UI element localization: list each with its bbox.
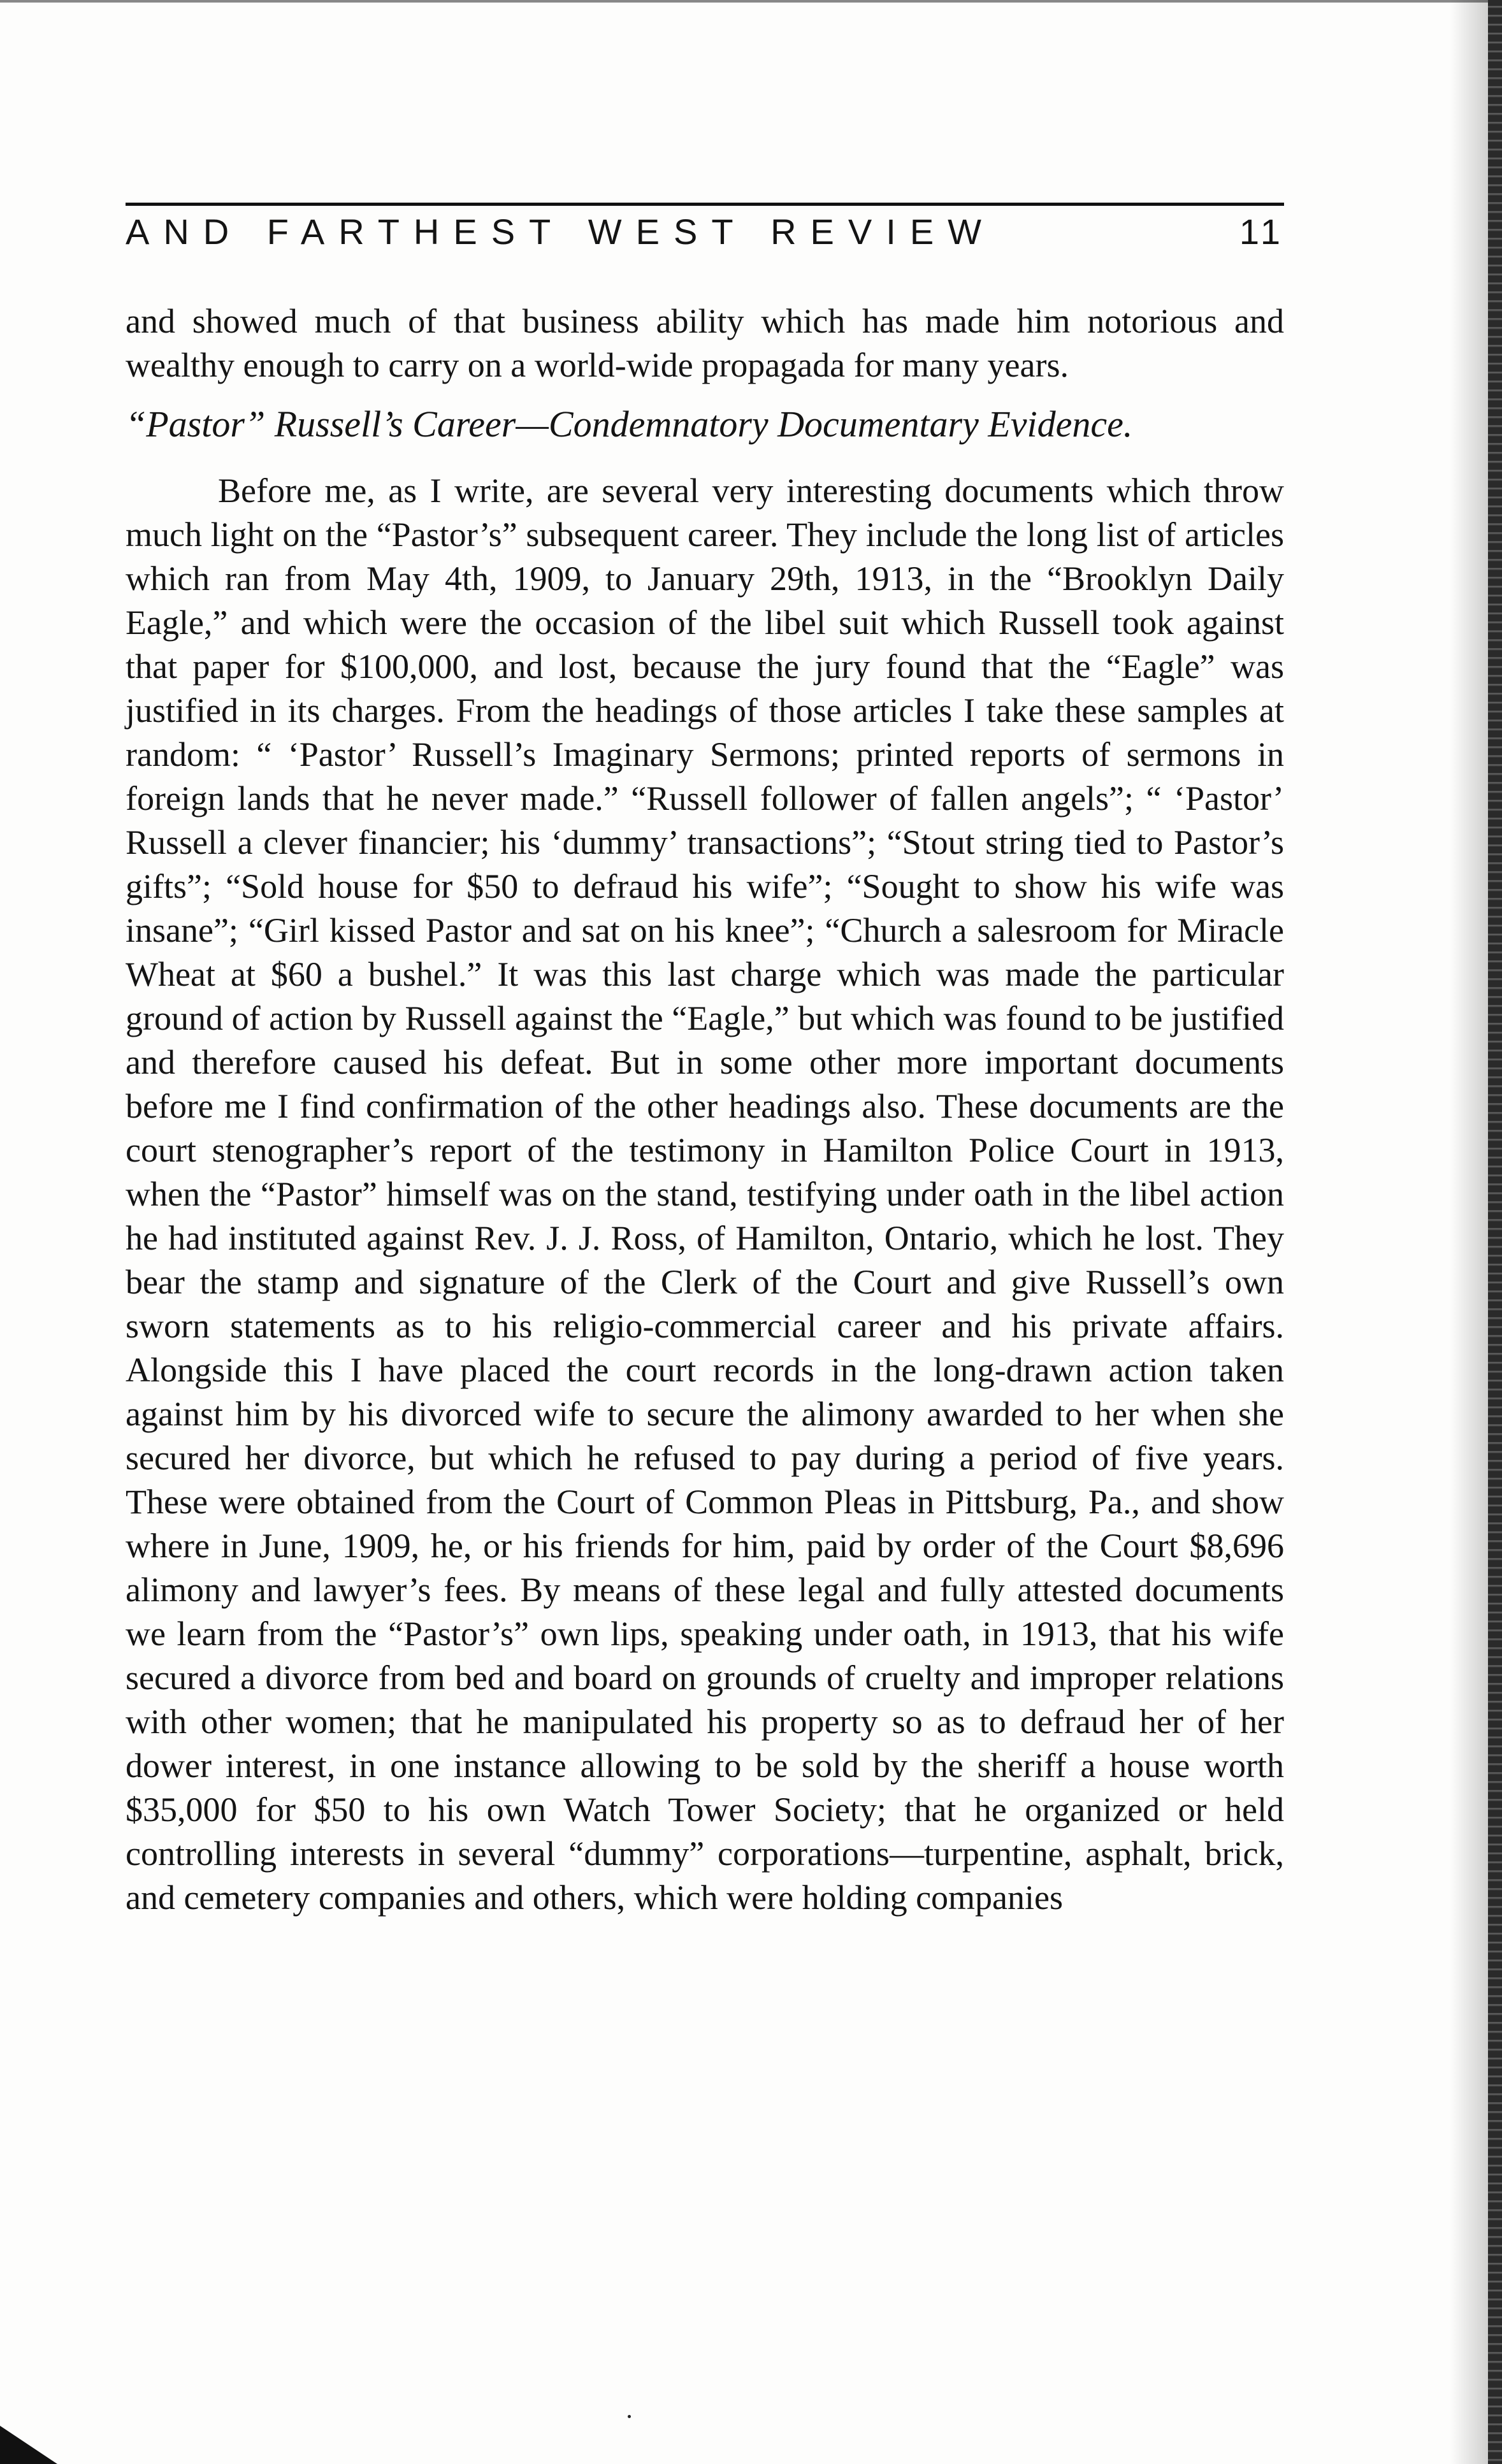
scan-top-edge (0, 0, 1502, 3)
page-right-edge (1488, 0, 1502, 2464)
continued-paragraph: and showed much of that business ability which has made him notorious and wealthy enough to carry on a world-wide propagada for many years. (126, 302, 1284, 384)
scan-corner-mark (0, 2426, 57, 2464)
page-gutter-shadow (1450, 0, 1488, 2464)
article-body (126, 299, 1284, 1920)
page-number: 11 (1239, 212, 1284, 252)
scan-speck (628, 2415, 631, 2418)
section-subheading: “Pastor” Russell’s Career—Condemnatory Documentary Evidence. (126, 403, 1133, 445)
running-header-row (126, 212, 1284, 252)
running-header-title: AND FARTHEST WEST REVIEW (126, 212, 996, 252)
running-header (126, 203, 1284, 252)
main-paragraph: Before me, as I write, are several very interesting documents which throw much light on the “Pastor’s” subsequent career. They include the long list of articles which ran from May 4th, 1909, to January 29th, 1913, in the “Brooklyn Daily Eagle,” and which were the occasion of the libel suit which Russell took against that paper for $100,000, and lost, because the jury found that the “Eagle” was justified in its charges. From the headings of those articles I take these samples at random: “ ‘Pastor’ Russell’s Imaginary Sermons; printed reports of sermons in foreign lands that he never made.” “Russell follower of fallen angels”; “ ‘Pastor’ Russell a clever financier; his ‘dummy’ transactions”; “Stout string tied to Pastor’s gifts”; “Sold house for $50 to defraud his wife”; “Sought to show his wife was insane”; “Girl kissed Pastor and sat on his knee”; “Church a salesroom for Miracle Wheat at $60 a bushel.” It was this last charge which was made the particular ground of action by Russell against the “Eagle,” but which was found to be justified and therefore caused his defeat. But in some other more important documents before me I find confirmation of the other headings also. These documents are the court stenographer’s report of the testimony in Hamilton Police Court in 1913, when the “Pastor” himself was on the stand, testifying under oath in the libel action he had instituted against Rev. J. J. Ross, of Hamilton, Ontario, which he lost. They bear the stamp and signature of the Clerk of the Court and give Russell’s own sworn statements as to his religio-commercial career and his private affairs. Alongside this I have placed the court records in the long-drawn action taken against him by his divorced wife to secure the alimony awarded to her when she secured her divorce, but which he refused to pay during a period of five years. These were obtained from the Court of Common Pleas in Pittsburg, Pa., and show where in June, 1909, he, or his friends for him, paid by order of the Court $8,696 alimony and lawyer’s fees. By means of these legal and fully attested documents we learn from the “Pastor’s” own lips, speaking under oath, in 1913, that his wife secured a divorce from bed and board on grounds of cruelty and improper relations with other women; that he manipulated his property so as to defraud her of her dower interest, in one instance allowing to be sold by the sheriff a house worth $35,000 for $50 to his own Watch Tower Society; that he organized or held controlling interests in several “dummy” corporations—turpentine, asphalt, brick, and cemetery companies and others, which were holding companies (126, 472, 1284, 1917)
